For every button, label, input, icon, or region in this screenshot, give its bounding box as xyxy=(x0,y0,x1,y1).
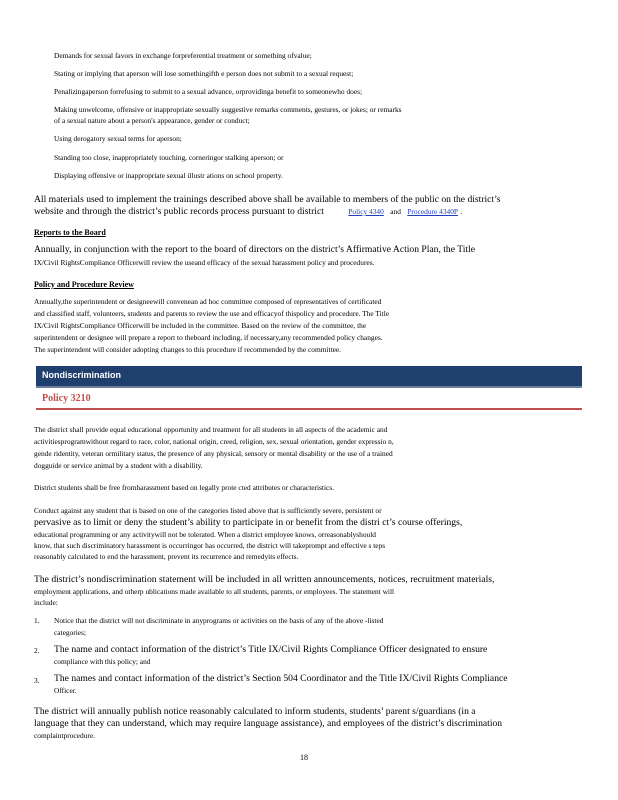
list-item: The names and contact information of the district’s Section 504 Coordinator and the Title IX/Civil Rights Compliance xyxy=(54,673,508,684)
page-number: 18 xyxy=(300,753,308,762)
body-line: gende ridentity, veteran ormilitary status, the presence of any physical, sensory or mental disability or the use of a trained xyxy=(34,449,393,458)
body-line: complaintprocedure. xyxy=(34,731,95,740)
reports-heading: Reports to the Board xyxy=(34,228,106,237)
bullet-text: of a sexual nature about a person's appearance, gender or conduct; xyxy=(54,116,250,125)
body-line: District students shall be free fromharassment based on legally prote cted attributes or characteristics. xyxy=(34,483,335,492)
materials-text: website and through the district’s public records process pursuant to district xyxy=(34,206,324,217)
materials-line xyxy=(34,206,462,218)
body-line: reasonably calculated to end the harassment, prevent its recurrence and remedyits effects. xyxy=(34,552,299,561)
list-item: categories; xyxy=(54,628,87,637)
body-line: The district shall provide equal educational opportunity and treatment for all students in all aspects of the academic and xyxy=(34,425,388,434)
reports-line: Annually, in conjunction with the report to the board of directors on the district’s Affirmative Action Plan, the Title xyxy=(34,244,475,255)
section-banner xyxy=(36,366,582,388)
review-line: superintendent or designee will prepare a report to theboard including, if necessary,any recommended policy changes. xyxy=(34,333,383,342)
review-line: and classified staff, volunteers, students and parents to review the use and efficacyof thispolicy and procedure. The Title xyxy=(34,309,390,318)
review-line: Annually,the superintendent or designeewill convenean ad hoc committee composed of representatives of certificated xyxy=(34,297,382,306)
body-line: language that they can understand, which may require language assistance), and employees of the district’s discrimination xyxy=(34,718,503,729)
review-heading: Policy and Procedure Review xyxy=(34,280,134,289)
review-line: IX/Civil RightsCompliance Officerwill be included in the committee. Based on the review of the committee, the xyxy=(34,321,367,330)
body-line: The district’s nondiscrimination statement will be included in all written announcements, notices, recruitment materials, xyxy=(34,574,495,585)
procedure-4340p-link[interactable]: Procedure 4340P xyxy=(407,207,459,216)
materials-and: and xyxy=(390,207,401,216)
body-line: activitiesprogramwithout regard to race, color, national origin, creed, religion, sex, sexual orientation, gender expressio n, xyxy=(34,437,394,446)
list-item: The name and contact information of the district’s Title IX/Civil Rights Compliance Officer designated to ensure xyxy=(54,644,488,655)
bullet-text: Stating or implying that aperson will lose somethingifth e person does not submit to a sexual request; xyxy=(54,69,354,78)
materials-line: All materials used to implement the trainings described above shall be available to members of the public on the district’s xyxy=(34,194,501,205)
body-line: Conduct against any student that is based on one of the categories listed above that is sufficiently severe, persistent or xyxy=(34,506,382,515)
body-line: employment applications, and otherp ublications made available to all students, parents, or employees. The statement will xyxy=(34,587,395,596)
body-line: include: xyxy=(34,598,58,607)
bullet-text: Standing too close, inappropriately touching, corneringor stalking aperson; or xyxy=(54,153,284,162)
section-title: Nondiscrimination xyxy=(42,370,122,380)
policy-label: Policy 3210 xyxy=(42,393,91,404)
bullet-text: Penalizingaperson forrefusing to submit to a sexual advance, orprovidinga benefit to someonewho does; xyxy=(54,87,363,96)
review-line: The superintendent will consider adopting changes to this procedure if recommended by the committee. xyxy=(34,345,342,354)
bullet-text: Making unwelcome, offensive or inappropriate sexually suggestive remarks comments, gestures, or jokes; or remarks xyxy=(54,105,402,114)
body-line: educational programming or any activitywill not be tolerated. When a district employee knows, orreasonablyshould xyxy=(34,530,376,539)
list-number: 3. xyxy=(34,676,40,685)
reports-line: IX/Civil RightsCompliance Officerwill review the useand efficacy of the sexual harassment policy and procedures. xyxy=(34,258,375,267)
bullet-text: Demands for sexual favors in exchange forpreferential treatment or something ofvalue; xyxy=(54,51,312,60)
body-line: dogguide or service animal by a student with a disability. xyxy=(34,461,203,470)
list-number: 2. xyxy=(34,646,40,655)
body-line: know, that such discriminatory harassment is occurringor has occurred, the district will takeprompt and effective s teps xyxy=(34,541,386,550)
body-line: The district will annually publish notice reasonably calculated to inform students, students’ parent s/guardians (in a xyxy=(34,706,476,717)
bullet-text: Using derogatory sexual terms for aperson; xyxy=(54,134,182,143)
list-item: compliance with this policy; and xyxy=(54,657,151,666)
policy-4340-link[interactable]: Policy 4340 xyxy=(348,207,384,216)
list-number: 1. xyxy=(34,616,40,625)
section-divider xyxy=(36,408,582,410)
list-item: Officer. xyxy=(54,686,77,695)
bullet-text: Displaying offensive or inappropriate sexual illustr ations on school property. xyxy=(54,171,283,180)
list-item: Notice that the district will not discriminate in anyprograms or activities on the basis of any of the above -listed xyxy=(54,616,384,625)
body-line: pervasive as to limit or deny the student’s ability to participate in or benefit from the distri ct’s course offerings, xyxy=(34,517,463,528)
materials-end: . xyxy=(460,207,463,216)
